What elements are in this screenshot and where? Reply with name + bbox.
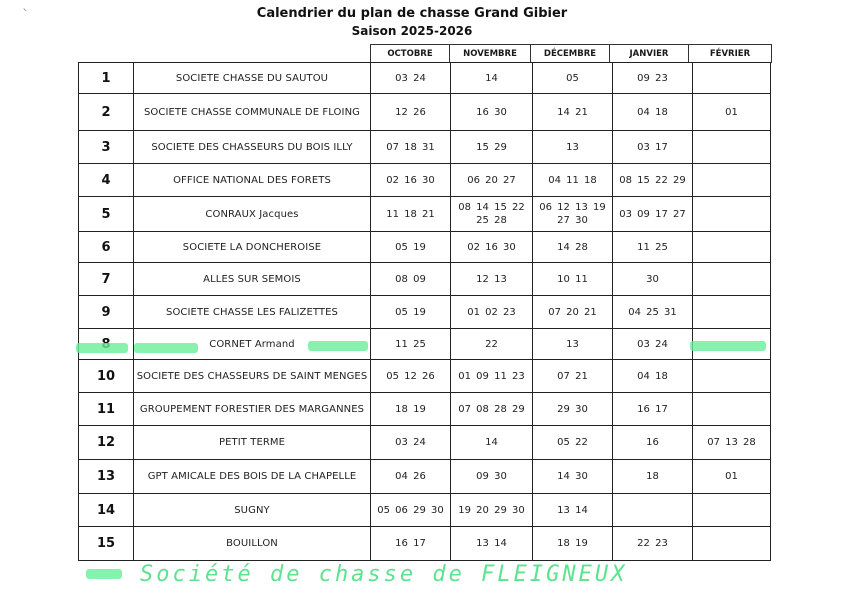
january-dates: 08 15 22 29 <box>613 164 693 197</box>
february-dates <box>693 131 771 164</box>
table-row <box>79 527 771 561</box>
october-dates: 04 26 <box>371 460 451 494</box>
row-number: 5 <box>79 197 134 232</box>
december-dates: 13 14 <box>533 494 613 527</box>
holder-name: CONRAUX Jacques <box>134 197 371 232</box>
october-dates: 18 19 <box>371 393 451 426</box>
november-dates: 15 29 <box>451 131 533 164</box>
row-number: 7 <box>79 263 134 296</box>
holder-name: ALLES SUR SEMOIS <box>134 263 371 296</box>
holder-name: OFFICE NATIONAL DES FORETS <box>134 164 371 197</box>
december-dates: 04 11 18 <box>533 164 613 197</box>
row-number: 15 <box>79 527 134 561</box>
row-number: 4 <box>79 164 134 197</box>
october-dates: 05 06 29 30 <box>371 494 451 527</box>
table-row <box>79 164 771 197</box>
january-dates <box>613 494 693 527</box>
document-title: Calendrier du plan de chasse Grand Gibier <box>256 6 568 21</box>
january-dates: 03 24 <box>613 329 693 360</box>
month-header-row <box>370 44 771 64</box>
row-number: 11 <box>79 393 134 426</box>
december-dates: 14 21 <box>533 94 613 131</box>
holder-name: CORNET Armand <box>134 329 371 360</box>
january-dates: 03 09 17 27 <box>613 197 693 232</box>
highlight-mark-note <box>86 569 122 579</box>
table-row <box>79 94 771 131</box>
highlight-mark-name-left <box>134 343 198 353</box>
row-number: 1 <box>79 63 134 94</box>
handwritten-note: Société de chasse de FLEIGNEUX <box>140 562 628 587</box>
february-dates <box>693 232 771 263</box>
october-dates: 05 19 <box>371 232 451 263</box>
holder-name: SOCIETE DES CHASSEURS DU BOIS ILLY <box>134 131 371 164</box>
december-dates: 07 21 <box>533 360 613 393</box>
row-number: 6 <box>79 232 134 263</box>
january-dates: 11 25 <box>613 232 693 263</box>
november-dates: 08 14 15 22 25 28 <box>451 197 533 232</box>
january-dates: 30 <box>613 263 693 296</box>
holder-name: SOCIETE CHASSE LES FALIZETTES <box>134 296 371 329</box>
december-dates: 18 19 <box>533 527 613 561</box>
december-dates: 13 <box>533 131 613 164</box>
february-dates <box>693 393 771 426</box>
holder-name: GROUPEMENT FORESTIER DES MARGANNES <box>134 393 371 426</box>
holder-name: GPT AMICALE DES BOIS DE LA CHAPELLE <box>134 460 371 494</box>
november-dates: 02 16 30 <box>451 232 533 263</box>
table-row <box>79 393 771 426</box>
holder-name: BOUILLON <box>134 527 371 561</box>
february-dates: 01 <box>693 460 771 494</box>
month-header-january: JANVIER <box>609 44 689 63</box>
november-dates: 14 <box>451 426 533 460</box>
month-header-november: NOVEMBRE <box>449 44 531 63</box>
row-number: 9 <box>79 296 134 329</box>
february-dates <box>693 360 771 393</box>
february-dates <box>693 494 771 527</box>
holder-name: SOCIETE CHASSE COMMUNALE DE FLOING <box>134 94 371 131</box>
november-dates: 19 20 29 30 <box>451 494 533 527</box>
february-dates: 07 13 28 <box>693 426 771 460</box>
january-dates: 04 18 <box>613 360 693 393</box>
december-dates: 29 30 <box>533 393 613 426</box>
table-row <box>79 197 771 232</box>
january-dates: 04 25 31 <box>613 296 693 329</box>
table-row <box>79 494 771 527</box>
season-label: Saison 2025-2026 <box>351 24 473 38</box>
row-number: 14 <box>79 494 134 527</box>
october-dates: 05 19 <box>371 296 451 329</box>
row-number: 12 <box>79 426 134 460</box>
october-dates: 02 16 30 <box>371 164 451 197</box>
october-dates: 07 18 31 <box>371 131 451 164</box>
october-dates: 03 24 <box>371 426 451 460</box>
row-number: 10 <box>79 360 134 393</box>
table-row <box>79 63 771 94</box>
november-dates: 09 30 <box>451 460 533 494</box>
table-row <box>79 360 771 393</box>
december-dates: 05 <box>533 63 613 94</box>
february-dates <box>693 527 771 561</box>
october-dates: 11 25 <box>371 329 451 360</box>
december-dates: 07 20 21 <box>533 296 613 329</box>
table-row <box>79 296 771 329</box>
november-dates: 13 14 <box>451 527 533 561</box>
december-dates: 14 28 <box>533 232 613 263</box>
november-dates: 01 02 23 <box>451 296 533 329</box>
holder-name: SOCIETE DES CHASSEURS DE SAINT MENGES <box>134 360 371 393</box>
corner-mark: ` <box>22 8 29 24</box>
november-dates: 01 09 11 23 <box>451 360 533 393</box>
table-row <box>79 426 771 460</box>
table-row <box>79 232 771 263</box>
row-number: 13 <box>79 460 134 494</box>
november-dates: 07 08 28 29 <box>451 393 533 426</box>
january-dates: 16 <box>613 426 693 460</box>
holder-name: PETIT TERME <box>134 426 371 460</box>
december-dates: 14 30 <box>533 460 613 494</box>
holder-name: SOCIETE LA DONCHEROISE <box>134 232 371 263</box>
february-dates <box>693 296 771 329</box>
october-dates: 08 09 <box>371 263 451 296</box>
november-dates: 06 20 27 <box>451 164 533 197</box>
november-dates: 22 <box>451 329 533 360</box>
table-row <box>79 131 771 164</box>
highlight-mark-number <box>76 343 128 353</box>
row-number: 3 <box>79 131 134 164</box>
january-dates: 09 23 <box>613 63 693 94</box>
month-header-december: DÉCEMBRE <box>530 44 610 63</box>
october-dates: 05 12 26 <box>371 360 451 393</box>
october-dates: 11 18 21 <box>371 197 451 232</box>
highlight-mark-name-right <box>308 341 368 351</box>
january-dates: 18 <box>613 460 693 494</box>
november-dates: 16 30 <box>451 94 533 131</box>
october-dates: 03 24 <box>371 63 451 94</box>
table-row <box>79 263 771 296</box>
january-dates: 22 23 <box>613 527 693 561</box>
highlight-mark-february <box>690 341 766 351</box>
november-dates: 12 13 <box>451 263 533 296</box>
november-dates: 14 <box>451 63 533 94</box>
row-number: 2 <box>79 94 134 131</box>
february-dates: 01 <box>693 94 771 131</box>
october-dates: 16 17 <box>371 527 451 561</box>
hunting-calendar-table <box>78 62 771 561</box>
december-dates: 13 <box>533 329 613 360</box>
january-dates: 16 17 <box>613 393 693 426</box>
february-dates <box>693 263 771 296</box>
february-dates <box>693 164 771 197</box>
february-dates <box>693 63 771 94</box>
december-dates: 10 11 <box>533 263 613 296</box>
month-header-october: OCTOBRE <box>370 44 450 63</box>
table-row <box>79 460 771 494</box>
october-dates: 12 26 <box>371 94 451 131</box>
december-dates: 06 12 13 19 27 30 <box>533 197 613 232</box>
january-dates: 04 18 <box>613 94 693 131</box>
february-dates <box>693 197 771 232</box>
holder-name: SUGNY <box>134 494 371 527</box>
month-header-february: FÉVRIER <box>688 44 772 63</box>
holder-name: SOCIETE CHASSE DU SAUTOU <box>134 63 371 94</box>
december-dates: 05 22 <box>533 426 613 460</box>
january-dates: 03 17 <box>613 131 693 164</box>
